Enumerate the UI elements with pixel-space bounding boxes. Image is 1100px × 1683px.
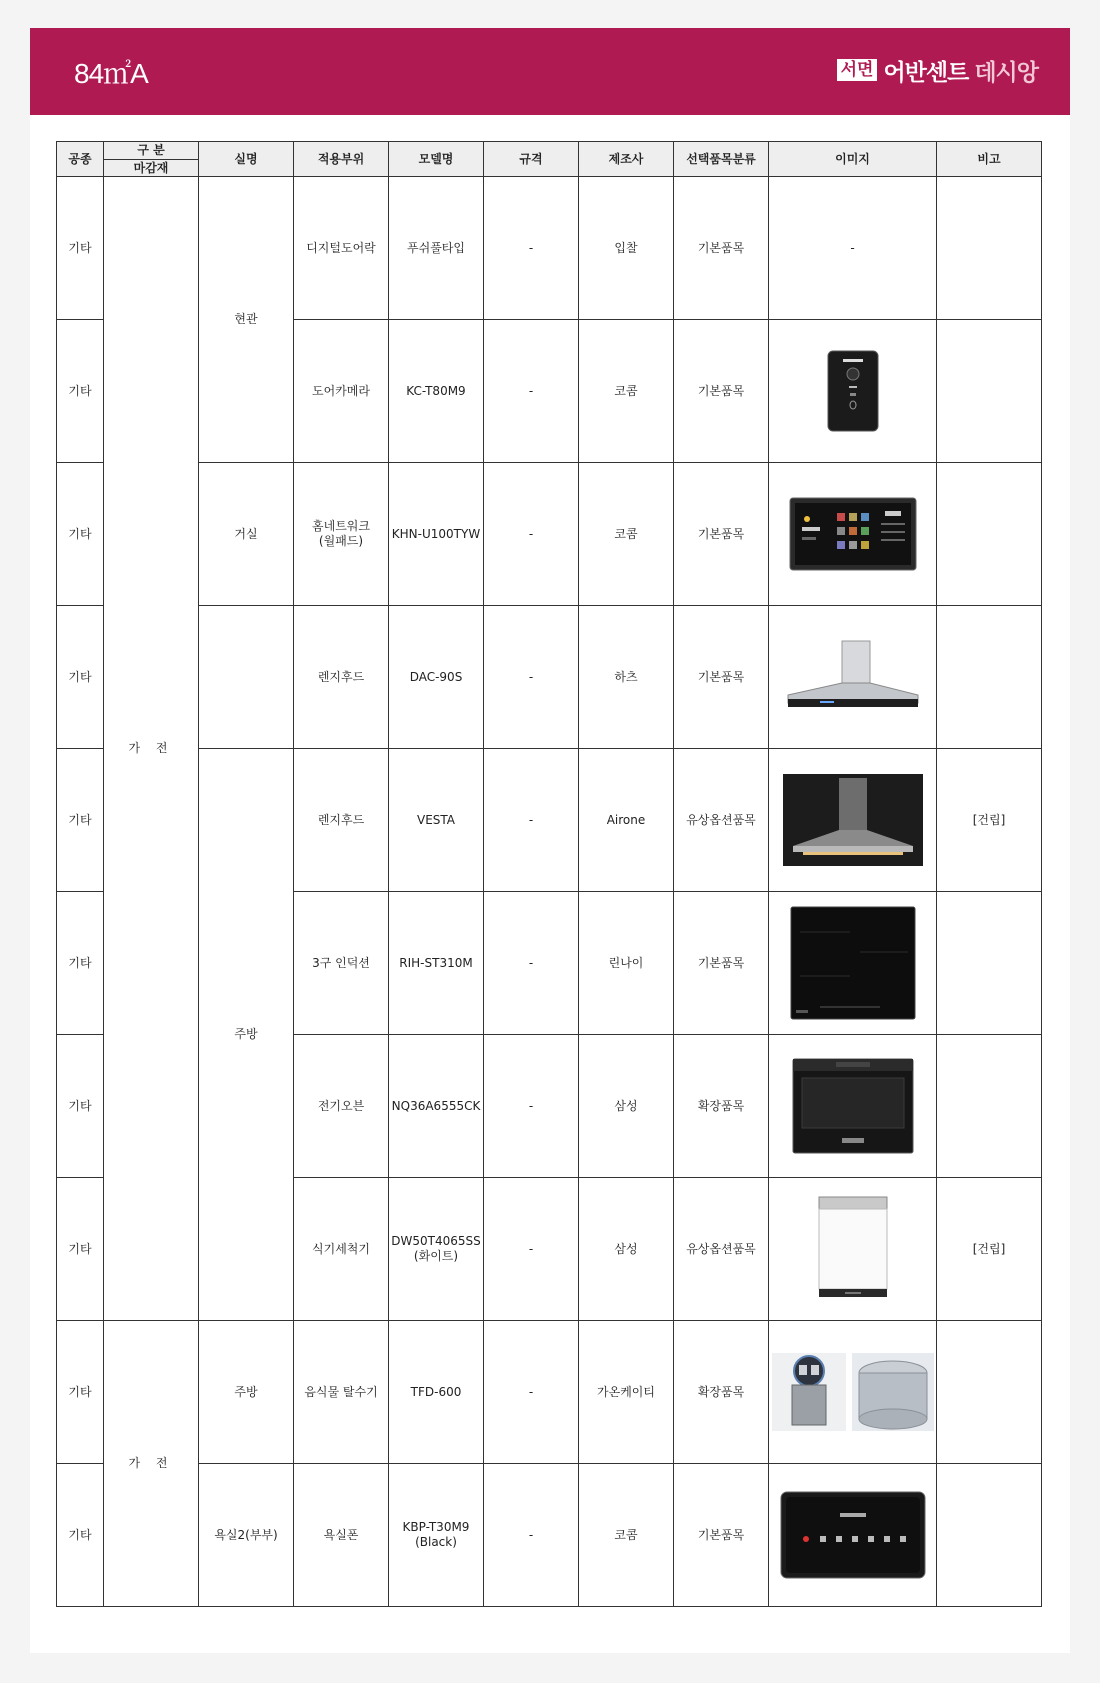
- cell-note: [937, 606, 1042, 749]
- cell-class: 유상옵션품목: [674, 1178, 769, 1321]
- cell-location: 도어카메라: [294, 320, 389, 463]
- header-finish: 마감재: [104, 160, 199, 177]
- cell-note: [937, 1035, 1042, 1178]
- bath-phone-icon: [780, 1491, 926, 1579]
- cell-class: 기본품목: [674, 463, 769, 606]
- header-category: 구 분: [104, 142, 199, 160]
- cell-class: 기본품목: [674, 606, 769, 749]
- cell-image: -: [769, 177, 937, 320]
- cell-trade: 기타: [57, 1035, 104, 1178]
- cell-model: DAC-90S: [389, 606, 484, 749]
- cell-group: 가 전: [104, 177, 199, 1321]
- cell-trade: 기타: [57, 463, 104, 606]
- cell-trade: 기타: [57, 177, 104, 320]
- header-room: 실명: [199, 142, 294, 177]
- cell-room: 주방: [199, 1321, 294, 1464]
- header-image: 이미지: [769, 142, 937, 177]
- cell-model: KBP-T30M9 (Black): [389, 1464, 484, 1607]
- cell-room-empty: [199, 606, 294, 749]
- unit-type-label: 84㎡A: [74, 58, 148, 89]
- table-row: [57, 463, 1042, 606]
- header-trade: 공종: [57, 142, 104, 177]
- cell-image: [769, 606, 937, 749]
- cell-model: KC-T80M9: [389, 320, 484, 463]
- brand-logo: [837, 55, 1038, 85]
- cell-spec: -: [484, 892, 579, 1035]
- table-row: [57, 177, 1042, 320]
- cell-class: 기본품목: [674, 177, 769, 320]
- cell-maker: 코콤: [579, 320, 674, 463]
- table-row: [57, 1464, 1042, 1607]
- cell-note: [937, 1321, 1042, 1464]
- cell-class: 확장품목: [674, 1035, 769, 1178]
- cell-note: [건립]: [937, 1178, 1042, 1321]
- table-row: [57, 606, 1042, 749]
- cell-trade: 기타: [57, 606, 104, 749]
- cell-note: [937, 463, 1042, 606]
- cell-group: 가 전: [104, 1321, 199, 1607]
- brand-name: 어반센트: [883, 59, 969, 86]
- cell-spec: -: [484, 1178, 579, 1321]
- cell-spec: -: [484, 606, 579, 749]
- cell-maker: 코콤: [579, 1464, 674, 1607]
- header-note: 비고: [937, 142, 1042, 177]
- cell-maker: Airone: [579, 749, 674, 892]
- cell-image: [769, 320, 937, 463]
- induction-icon: [790, 906, 916, 1020]
- cell-trade: 기타: [57, 1464, 104, 1607]
- cell-model: VESTA: [389, 749, 484, 892]
- cell-location: 전기오븐: [294, 1035, 389, 1178]
- header-model: 모델명: [389, 142, 484, 177]
- cell-location: 음식물 탈수기: [294, 1321, 389, 1464]
- cell-maker: 삼성: [579, 1035, 674, 1178]
- cell-maker: 입찰: [579, 177, 674, 320]
- cell-room: 주방: [199, 749, 294, 1321]
- cell-spec: -: [484, 320, 579, 463]
- cell-image: [769, 749, 937, 892]
- brand-district: 서면: [837, 59, 878, 81]
- cell-class: 기본품목: [674, 1464, 769, 1607]
- finish-spec-table: [56, 141, 1042, 1607]
- cell-model: KHN-U100TYW: [389, 463, 484, 606]
- cell-trade: 기타: [57, 320, 104, 463]
- cell-note: [937, 320, 1042, 463]
- cell-spec: -: [484, 1035, 579, 1178]
- cell-note: [937, 892, 1042, 1035]
- cell-image: [769, 892, 937, 1035]
- cell-model: DW50T4065SS (화이트): [389, 1178, 484, 1321]
- cell-trade: 기타: [57, 1321, 104, 1464]
- food-dehydrator-icon: [772, 1353, 934, 1431]
- door-camera-icon: [827, 350, 879, 432]
- cell-image: [769, 1464, 937, 1607]
- cell-class: 확장품목: [674, 1321, 769, 1464]
- cell-trade: 기타: [57, 749, 104, 892]
- cell-room: 거실: [199, 463, 294, 606]
- cell-model: 푸쉬풀타입: [389, 177, 484, 320]
- header-spec: 규격: [484, 142, 579, 177]
- cell-image: [769, 1178, 937, 1321]
- brand-sub: 데시앙: [974, 59, 1038, 86]
- header-class: 선택품목분류: [674, 142, 769, 177]
- cell-spec: -: [484, 463, 579, 606]
- spec-sheet: [30, 28, 1070, 1653]
- cell-location: 렌지후드: [294, 606, 389, 749]
- cell-spec: -: [484, 1321, 579, 1464]
- cell-image: [769, 1035, 937, 1178]
- cell-room: 욕실2(부부): [199, 1464, 294, 1607]
- cell-model: NQ36A6555CK: [389, 1035, 484, 1178]
- table-row: [57, 1321, 1042, 1464]
- wallpad-icon: [789, 497, 917, 571]
- cell-location: 욕실폰: [294, 1464, 389, 1607]
- cell-class: 유상옵션품목: [674, 749, 769, 892]
- cell-trade: 기타: [57, 1178, 104, 1321]
- cell-maker: 하츠: [579, 606, 674, 749]
- cell-location: 3구 인덕션: [294, 892, 389, 1035]
- cell-note: [건립]: [937, 749, 1042, 892]
- cell-spec: -: [484, 1464, 579, 1607]
- cell-maker: 린나이: [579, 892, 674, 1035]
- oven-icon: [792, 1058, 914, 1154]
- cell-spec: -: [484, 749, 579, 892]
- cell-trade: 기타: [57, 892, 104, 1035]
- cell-maker: 가온케이티: [579, 1321, 674, 1464]
- cell-image: [769, 463, 937, 606]
- cell-location: 렌지후드: [294, 749, 389, 892]
- cell-model: TFD-600: [389, 1321, 484, 1464]
- cell-location: 식기세척기: [294, 1178, 389, 1321]
- table-row: [57, 749, 1042, 892]
- cell-room: 현관: [199, 177, 294, 463]
- cell-model: RIH-ST310M: [389, 892, 484, 1035]
- range-hood-icon: [780, 639, 926, 715]
- cell-location: 홈네트워크 (월패드): [294, 463, 389, 606]
- header-location: 적용부위: [294, 142, 389, 177]
- cell-location: 디지털도어락: [294, 177, 389, 320]
- cell-maker: 코콤: [579, 463, 674, 606]
- header-maker: 제조사: [579, 142, 674, 177]
- header-banner: [30, 28, 1070, 115]
- cell-maker: 삼성: [579, 1178, 674, 1321]
- cell-note: [937, 177, 1042, 320]
- cell-spec: -: [484, 177, 579, 320]
- cell-class: 기본품목: [674, 892, 769, 1035]
- island-hood-icon: [783, 774, 923, 866]
- cell-note: [937, 1464, 1042, 1607]
- cell-class: 기본품목: [674, 320, 769, 463]
- cell-image: [769, 1321, 937, 1464]
- dishwasher-icon: [817, 1196, 889, 1302]
